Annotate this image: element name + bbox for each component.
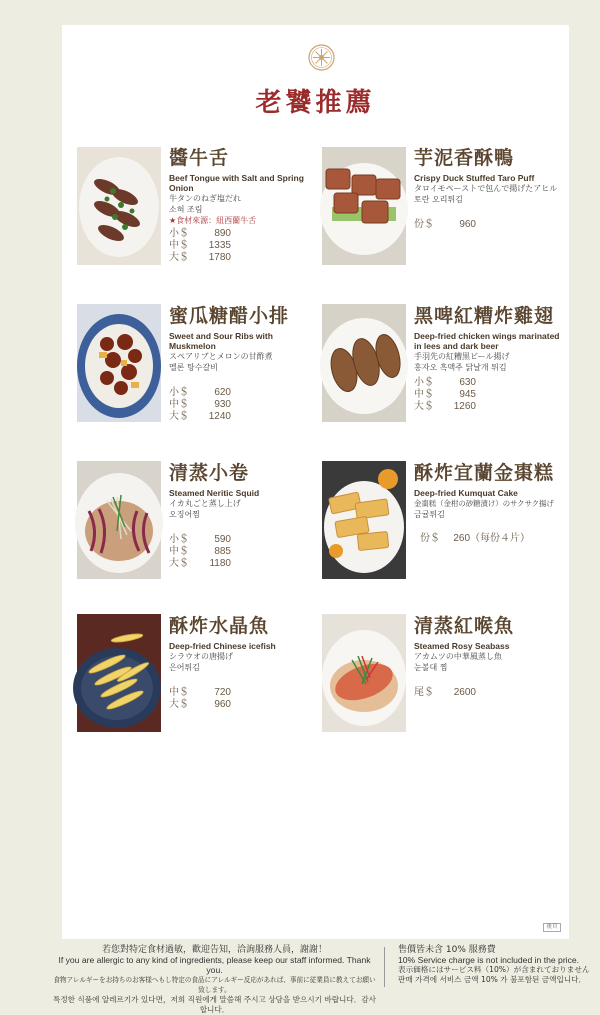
price-row: 大＄ 1180 [169,558,231,569]
dish-rosy-seabass [414,614,562,699]
dish-name-en: Sweet and Sour Ribs with Muskmelon [169,331,273,351]
dish-sweet-sour-ribs [169,304,317,423]
allergy-notice-en: If you are allergic to any kind of ingredients, please keep our staff informed. Thank you. [58,955,371,975]
dish-name-kr: 멜론 탕수갈비 [169,363,218,372]
dish-name: 酥炸宜蘭金棗糕 [414,462,555,484]
dish-name-kr: 오징어찜 [169,510,200,519]
dish-name-kr: 눈볼대 찜 [414,663,448,672]
dish-name-kr: 토란 오리튀김 [414,195,463,204]
dish-taro-duck [414,146,562,231]
allergy-notice-kr: 특정한 식품에 알레르기가 있다면，저희 직원에게 말씀해 주시고 상담을 받으시기 바랍니다．감사합니다． [53,995,376,1014]
price-row: 中＄ 885 [169,546,231,557]
price-row: 小＄ 630 [414,377,476,388]
dish-name-en: Beef Tongue with Salt and Spring Onion [169,173,304,193]
dish-name: 芋泥香酥鴨 [414,147,515,169]
dish-name-en: Steamed Rosy Seabass [414,641,510,651]
price-list [414,687,562,699]
dish-photo-icefish [77,614,161,732]
dish-name-kr: 홍자오 흑맥주 닭날개 튀김 [414,363,507,372]
price-row: 中＄ 930 [169,399,231,410]
price-list [414,377,562,413]
price-row: 中＄ 720 [169,687,231,698]
dish-name-jp: タロイモペーストで包んで揚げたアヒル [414,184,558,193]
allergy-notice-jp: 食物アレルギーをお持ちのお客様へもし特定の食品にアレルギー反応があれば、事前に従業員に教えてお願い致します。 [53,976,376,994]
price-list [169,687,317,711]
service-charge-notice [398,945,593,985]
dish-photo-kumquat-cake [322,461,406,579]
dish-name-en: Deep-fried Chinese icefish [169,641,276,651]
dish-name-jp: シラウオの唐揚げ [169,652,233,661]
dish-name-kr: 금귤튀김 [414,510,445,519]
dish-photo-beef-tongue [77,147,161,265]
dish-name-jp: 金棗糕（金柑の砂糖漬け）のサクサク揚げ [414,499,554,508]
price-list [169,228,317,264]
footer-divider [384,947,385,987]
dish-photo-chicken-wings [322,304,406,422]
price-list [169,534,317,570]
price-row: 尾＄ 2600 [414,687,476,698]
price-row: 小＄ 890 [169,228,231,239]
price-list [414,219,562,231]
dish-name-en: Deep-fried chicken wings marinated in lees and dark beer [414,331,560,351]
ingredient-source-note: ★食材來源：紐西蘭牛舌 [169,216,257,225]
dish-photo-taro-duck [322,147,406,265]
dish-name-en: Deep-fried Kumquat Cake [414,488,518,498]
dish-name: 酥炸水晶魚 [169,615,270,637]
dish-beef-tongue [169,146,317,264]
dish-photo-rosy-seabass [322,614,406,732]
price-row: 中＄ 1335 [169,240,231,251]
page-tag: 後頁 [543,923,561,932]
dish-name: 黑啤紅糟炸雞翅 [414,305,555,327]
dish-name-jp: スペアリブとメロンの甘酢煮 [169,352,273,361]
price-list [169,387,317,423]
price-row: 中＄ 945 [414,389,476,400]
dish-name: 清蒸小卷 [169,462,250,484]
restaurant-emblem-icon [308,44,335,71]
dish-photo-sweet-sour-ribs [77,304,161,422]
dish-name-kr: 은어튀김 [169,663,200,672]
allergy-notice-zh: 若您對特定食材過敏，歡迎告知，洽詢服務人員，謝謝！ [101,945,327,955]
dish-chicken-wings [414,304,562,413]
dish-icefish [169,614,317,711]
price-row: 份＄ 260（每份４片） [420,533,531,544]
price-row: 份＄ 960 [414,219,476,230]
dish-photo-steamed-squid [77,461,161,579]
service-charge-zh: 售價皆未含 10% 服務費 [398,945,496,955]
service-charge-en: 10% Service charge is not included in the price. [398,955,580,965]
price-list [420,533,562,545]
page-title: 老饕推薦 [255,88,376,118]
dish-name-en: Steamed Neritic Squid [169,488,260,498]
dish-name-jp: 牛タンのねぎ塩だれ [169,194,241,203]
dish-steamed-squid [169,461,317,570]
dish-name-jp: イカ丸ごと蒸し上げ [169,499,241,508]
price-row: 小＄ 620 [169,387,231,398]
price-row: 大＄ 1240 [169,411,231,422]
dish-name-jp: 手羽先の紅糟黒ビール揚げ [414,352,510,361]
price-row: 大＄ 960 [169,699,231,710]
dish-name: 蜜瓜糖醋小排 [169,305,290,327]
price-row: 大＄ 1260 [414,401,476,412]
dish-name-jp: アカムツの中華風蒸し魚 [414,652,502,661]
service-charge-jp: 表示価格にはサービス料（10%）が含まれておりません [398,965,590,974]
price-row: 大＄ 1780 [169,252,231,263]
dish-name: 清蒸紅喉魚 [414,615,515,637]
dish-kumquat-cake [414,461,562,545]
allergy-notice [52,945,377,1015]
price-row: 小＄ 590 [169,534,231,545]
dish-name: 醬牛舌 [169,147,230,169]
service-charge-kr: 판매 가격에 서비스 금액 10% 가 불포함된 금액입니다． [398,975,587,984]
dish-name-kr: 소혀 조림 [169,205,203,214]
dish-name-en: Crispy Duck Stuffed Taro Puff [414,173,535,183]
